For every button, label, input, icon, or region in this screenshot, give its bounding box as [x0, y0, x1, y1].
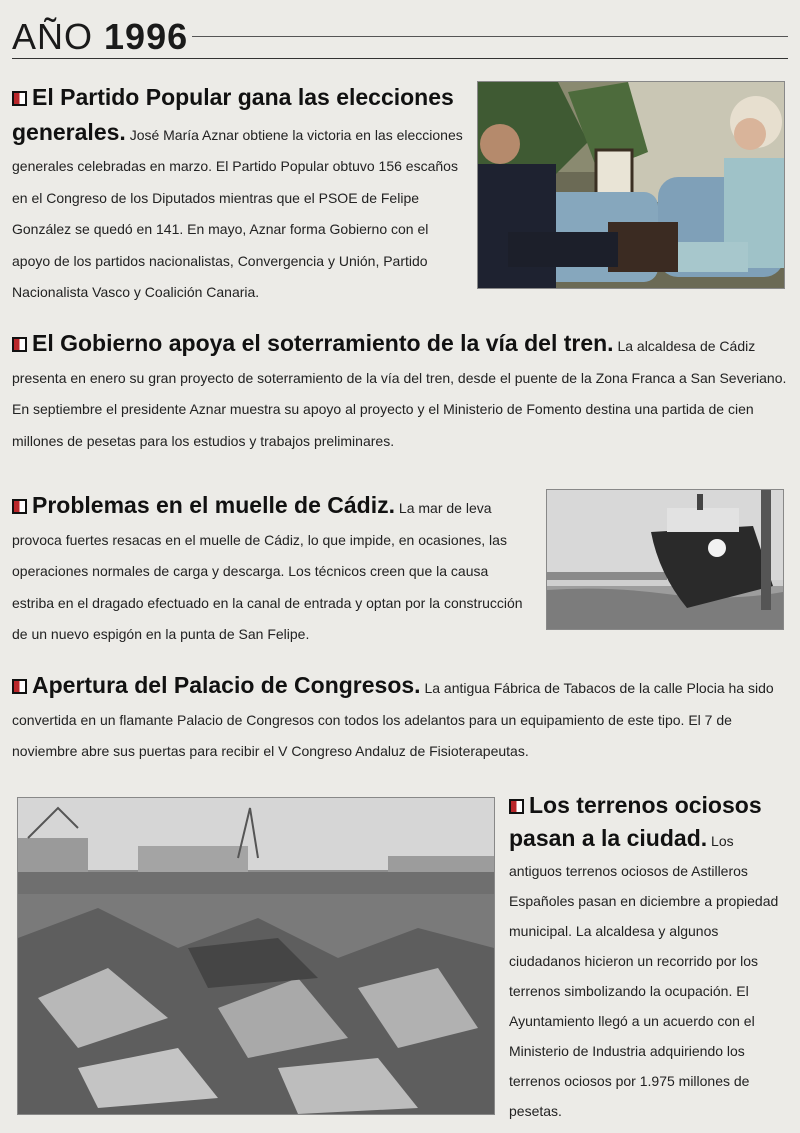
page-title: [12, 16, 188, 58]
article-terrenos-ociosos: [509, 790, 785, 1126]
article-text: [12, 328, 788, 457]
section-marker-icon: [12, 91, 27, 106]
photo-ship-harbor: [547, 490, 783, 629]
article-headline: El Gobierno apoya el soterramiento de la vía del tren.: [12, 330, 614, 356]
article-body: La alcaldesa de Cádiz presenta en enero su gran proyecto de soterramiento de la vía del tren, desde el puente de la Zona Franca a San Severiano. En septiembre el presidente Aznar muestra su apoyo al proyecto y el Ministerio de Fomento destina una partida de cien millones de pesetas para los estudios y trabajos preliminares.: [12, 338, 787, 449]
photo-aznar-interview: [478, 82, 784, 288]
article-palacio-congresos: [12, 670, 788, 768]
article-body: La mar de leva provoca fuertes resacas en el muelle de Cádiz, lo que impide, en ocasiones, las operaciones normales de carga y descarga. Los técnicos creen que la causa estriba en el dragado efectuado en la canal de entrada y optan por la construcción de un nuevo espigón en la punta de San Felipe.: [12, 500, 523, 642]
header-rule: [12, 58, 788, 59]
page-header: [12, 12, 788, 62]
section-marker-icon: [12, 499, 27, 514]
article-elecciones: [12, 82, 468, 309]
photo-terrenos-ruinas: [18, 798, 494, 1114]
section-marker-icon: [12, 337, 27, 352]
article-headline: Los terrenos ociosos pasan a la ciudad.: [509, 792, 762, 851]
article-soterramiento: [12, 328, 788, 457]
article-text: [12, 490, 534, 651]
article-body: La antigua Fábrica de Tabacos de la calle Plocia ha sido convertida en un flamante Palacio de Congresos con todos los adelantos para un equipamiento de este tipo. El 7 de noviembre abre sus puertas para recibir el V Congreso Andaluz de Fisioterapeutas.: [12, 680, 774, 759]
page-title-year: 1996: [104, 16, 189, 57]
page-title-word: AÑO: [12, 16, 94, 57]
article-text: [509, 790, 785, 1126]
article-headline: Problemas en el muelle de Cádiz.: [12, 492, 395, 518]
section-marker-icon: [509, 799, 524, 814]
article-muelle: [12, 490, 534, 651]
article-headline: El Partido Popular gana las elecciones generales.: [12, 84, 454, 145]
header-top-rule: [192, 36, 788, 37]
article-headline: Apertura del Palacio de Congresos.: [12, 672, 421, 698]
section-marker-icon: [12, 679, 27, 694]
article-text: [12, 670, 788, 768]
article-body: Los antiguos terrenos ociosos de Astilleros Españoles pasan en diciembre a propiedad municipal. La alcaldesa y algunos ciudadanos hicieron un recorrido por los terrenos simbolizando la ocupación. El Ayuntamiento llegó a un acuerdo con el Ministerio de Industria adquiriendo los terrenos ociosos por 1.975 millones de pesetas.: [509, 833, 779, 1119]
article-body: José María Aznar obtiene la victoria en las elecciones generales celebradas en marzo. El Partido Popular obtuvo 156 escaños en el Congreso de los Diputados mientras que el PSOE de Felipe González se quedó en 141. En mayo, Aznar forma Gobierno con el apoyo de los partidos nacionalistas, Convergencia y Unión, Partido Nacionalista Vasco y Coalición Canaria.: [12, 126, 463, 300]
article-text: [12, 82, 468, 309]
